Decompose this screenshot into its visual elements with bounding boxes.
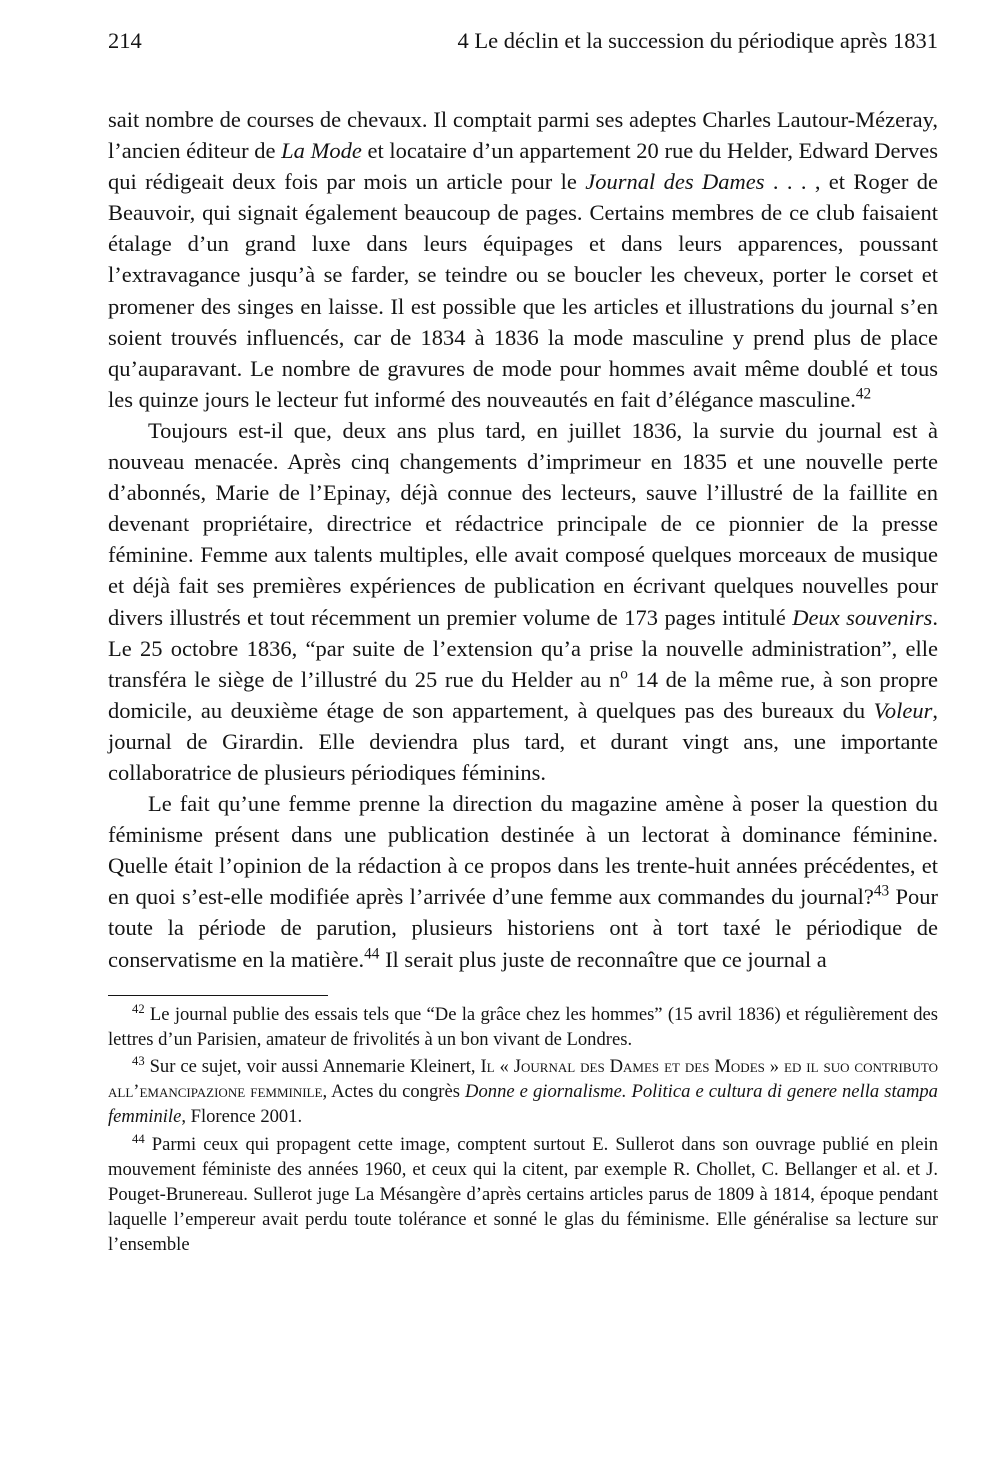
page-number: 214 bbox=[108, 28, 142, 53]
text-run: , Florence 2001. bbox=[181, 1106, 303, 1128]
footnotes bbox=[108, 1002, 938, 1258]
body-text bbox=[108, 104, 938, 975]
text-run: Il serait plus juste de reconnaître que ce journal a bbox=[379, 946, 827, 972]
superscript: 44 bbox=[364, 945, 380, 963]
text-run: , journal de Girardin. Elle deviendra plus tard, et durant vingt ans, une importante collaboratrice de plusieurs périodiques féminins. bbox=[108, 697, 938, 785]
italic-run: La Mode bbox=[281, 138, 362, 164]
paragraph-3 bbox=[108, 788, 938, 975]
text-run: sait nombre de courses de chevaux. Il comptait parmi ses adeptes Charles Lautour-Mézeray, l’ancien éditeur de bbox=[108, 107, 938, 164]
text-run: . Le 25 octobre 1836, “par suite de l’extension qu’a prise la nouvelle administration”, elle transféra le siège de l’illustré du 25 rue du Helder au n bbox=[108, 604, 938, 692]
text-run: 14 de la même rue, à son propre domicile, au deuxième étage de son appartement, à quelques pas des bureaux du bbox=[108, 666, 938, 723]
footnote-text bbox=[108, 1053, 938, 1128]
chapter-title: 4 Le déclin et la succession du périodique après 1831 bbox=[457, 28, 938, 53]
footnote-43 bbox=[108, 1054, 938, 1130]
paragraph-2 bbox=[108, 415, 938, 788]
footnote-number: 43 bbox=[132, 1053, 145, 1068]
footnote-rule bbox=[108, 995, 328, 996]
text-run: Sur ce sujet, voir aussi Annemarie Kleinert, bbox=[149, 1056, 481, 1078]
footnote-42 bbox=[108, 1002, 938, 1052]
text-run: Le journal publie des essais tels que “De la grâce chez les hommes” (15 avril 1836) et régulièrement des lettres d’un Parisien, amateur de frivolités à un bon vivant de Londres. bbox=[108, 1003, 938, 1050]
text-run: Le fait qu’une femme prenne la direction du magazine amène à poser la question du féminisme présent dans une publication destinée à un lectorat à dominance féminine. Quelle était l’opinion de la rédaction à ce propos dans les trente-huit années précédentes, et en quoi s’est-elle modifiée après l’arrivée d’une femme aux commandes du journal? bbox=[108, 791, 938, 910]
footnote-number: 44 bbox=[132, 1131, 145, 1146]
italic-run: Donne e giornalisme. Politica e cultura di genere nella stampa femminile bbox=[108, 1081, 938, 1128]
footnote-44 bbox=[108, 1132, 938, 1258]
italic-run: Voleur bbox=[873, 697, 933, 723]
running-head bbox=[108, 28, 938, 62]
text-run: et locataire d’un appartement 20 rue du Helder, Edward Derves qui rédigeait deux fois par mois un article pour le bbox=[108, 138, 938, 195]
footnote-number: 42 bbox=[132, 1001, 145, 1016]
superscript: o bbox=[620, 665, 628, 683]
italic-run: Journal des Dames bbox=[585, 169, 765, 195]
footnote-text bbox=[108, 1004, 938, 1050]
small-caps-run: Il « Journal des Dames et des Modes » ed il suo contributo all’emancipazione femminile bbox=[108, 1056, 938, 1103]
text-run: , Actes du congrès bbox=[322, 1081, 466, 1103]
book-page bbox=[108, 28, 938, 1260]
italic-run: Deux souvenirs bbox=[792, 604, 933, 630]
text-run: Toujours est-il que, deux ans plus tard, en juillet 1836, la survie du journal est à nouveau menacée. Après cinq changements d’imprimeur en 1835 et une nouvelle perte d’abonnés, Marie de l’Epinay, déjà connue des lecteurs, sauve l’illustré de la faillite en devenant propriétaire, directrice et rédactrice principale de ce pionnier de la presse féminine. Femme aux talents multiples, elle avait composé quelques morceaux de musique et déjà fait ses premières expériences de publication en écrivant quelques nouvelles pour divers illustrés et tout récemment un premier volume de 173 pages intitulé bbox=[108, 417, 938, 630]
text-run: Pour toute la période de parution, plusieurs historiens ont à tort taxé le périodique de conservatisme en la matière. bbox=[108, 884, 938, 972]
superscript: 43 bbox=[873, 882, 890, 900]
superscript: 42 bbox=[855, 385, 872, 403]
paragraph-1 bbox=[108, 104, 938, 415]
text-run: . . . , et Roger de Beauvoir, qui signait également beaucoup de pages. Certains membres de ce club faisaient étalage d’un grand luxe dans leurs équipages et dans leurs apparences, poussant l’extravagance jusqu’à se farder, se teindre ou se boucler les cheveux, porter le corset et promener des singes en laisse. Il est possible que les articles et illustrations du journal s’en soient trouvés influencés, car de 1834 à 1836 la mode masculine y prend plus de place qu’auparavant. Le nombre de gravures de mode pour hommes avait même doublé et tous les quinze jours le lecteur fut informé des nouveautés en fait d’élégance masculine. bbox=[108, 169, 938, 412]
text-run: Parmi ceux qui propagent cette image, comptent surtout E. Sullerot dans son ouvrage publié en plein mouvement féministe des années 1960, et ceux qui la citent, par exemple R. Chollet, C. Bellanger et al. et J. Pouget-Brunereau. Sullerot juge La Mésangère d’après certains articles parus de 1809 à 1814, époque pendant laquelle l’empereur avait perdu toute tolérance et sonné le glas du féminisme. Elle généralise sa lecture sur l’ensemble bbox=[108, 1133, 938, 1256]
footnote-text bbox=[108, 1134, 938, 1256]
